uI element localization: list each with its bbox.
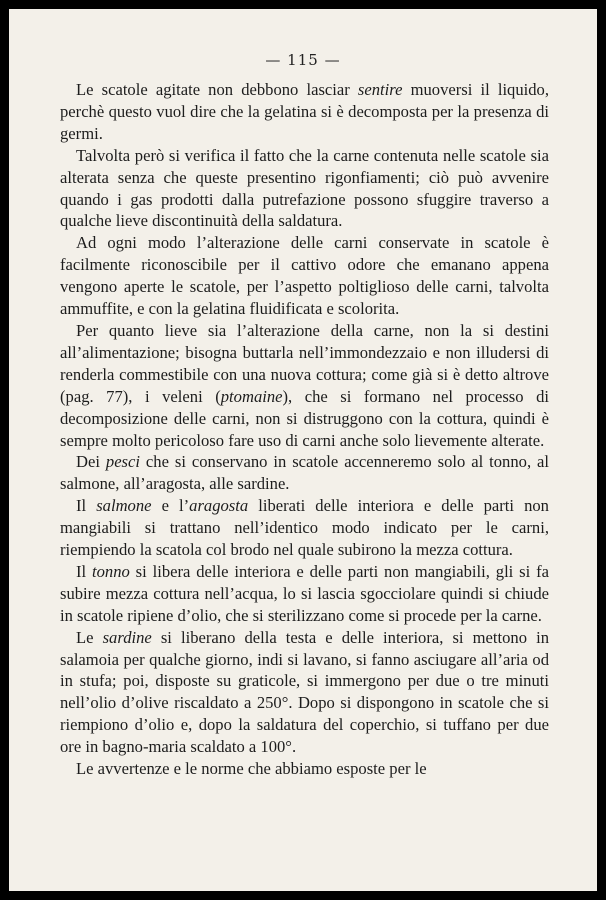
paragraph <box>60 495 549 561</box>
italic-term: ptomaine <box>220 386 283 406</box>
italic-term: sentire <box>357 80 403 99</box>
text-run: si libera delle interiora e delle parti non mangiabili, gli si fa subire mezza cottura nell’acqua, lo si lascia sgocciolare quindi si chiude in scatole ripiene d’olio, che si sterilizzano come si procede per la carne. <box>60 561 549 625</box>
italic-term: pesci <box>105 452 140 472</box>
text-run: Ad ogni modo l’alterazione delle carni conservate in scatole è facilmente riconoscibile per il cattivo odore che emanano appena vengono aperte le scatole, per l’aspetto poltiglioso delle carni, talvolta ammuffite, e con la gelatina fluidificata e scolorita. <box>60 233 549 319</box>
paragraph <box>60 758 549 780</box>
text-run: Talvolta però si verifica il fatto che la carne contenuta nelle scatole sia alterata senza che queste presentino rigonfiamenti; ciò può avvenire quando i gas prodotti dalla putrefazione possono sfuggire traverso a qualche lieve discontinuità della saldatura. <box>60 145 549 231</box>
text-run: ), che si formano nel processo di decomposizione delle carni, non si distruggono con la cottura, quindi è sempre molto pericoloso fare uso di carni anche solo lievemente alterate. <box>60 386 549 450</box>
text-run: Il <box>76 561 92 581</box>
text-run: Le avvertenze e le norme che abbiamo esposte per le <box>76 759 427 779</box>
text-run: si liberano della testa e delle interiora, si mettono in salamoia per qualche giorno, indi si lavano, si fanno asciugare all’aria od in stufa; poi, disposte su graticole, si immergono per due o tre minuti nell’olio d’olive riscaldato a 250°. Dopo si dispongono in scatole che si riempiono d’olio e, dopo la saldatura del coperchio, si tuffano per due ore in bagno-maria scaldato a 100°. <box>60 627 549 757</box>
text-run: Il <box>76 496 97 516</box>
text-run: e l’ <box>151 496 190 516</box>
text-run: Per quanto lieve sia l’alterazione della carne, non la si destini all’alimentazione; bisogna buttarla nell’immondezzaio e non illudersi di renderla commestibile con una nuova cottura; come già si è detto altrove (pag. 77), i veleni ( <box>60 320 549 406</box>
text-run: muoversi il liquido, perchè questo vuol dire che la gelatina si è decomposta per la presenza di germi. <box>60 80 550 143</box>
text-run: liberati delle interiora e delle parti non mangiabili si trattano nell’identico modo indicato per le carni, riempiendo la scatola col brodo nel quale subirono la mezza cottura. <box>60 496 549 560</box>
italic-term: tonno <box>92 561 130 581</box>
italic-term: sardine <box>102 627 152 647</box>
paragraph <box>60 451 549 495</box>
paragraph <box>60 79 549 145</box>
text-run: Le <box>76 627 103 647</box>
italic-term: aragosta <box>189 496 249 516</box>
page-number: — 115 — <box>265 51 341 69</box>
text-run: Dei <box>76 452 106 472</box>
text-run: Le scatole agitate non debbono lasciar <box>76 80 358 99</box>
paragraph <box>60 320 549 451</box>
paragraph <box>60 232 549 320</box>
text-run: che si conservano in scatole accenneremo solo al tonno, al salmone, all’aragosta, alle sardine. <box>60 452 549 494</box>
paragraph <box>60 561 549 627</box>
book-page <box>9 9 597 891</box>
paragraph <box>60 627 549 758</box>
italic-term: salmone <box>96 496 152 516</box>
body-text <box>60 79 549 780</box>
paragraph <box>60 145 549 233</box>
